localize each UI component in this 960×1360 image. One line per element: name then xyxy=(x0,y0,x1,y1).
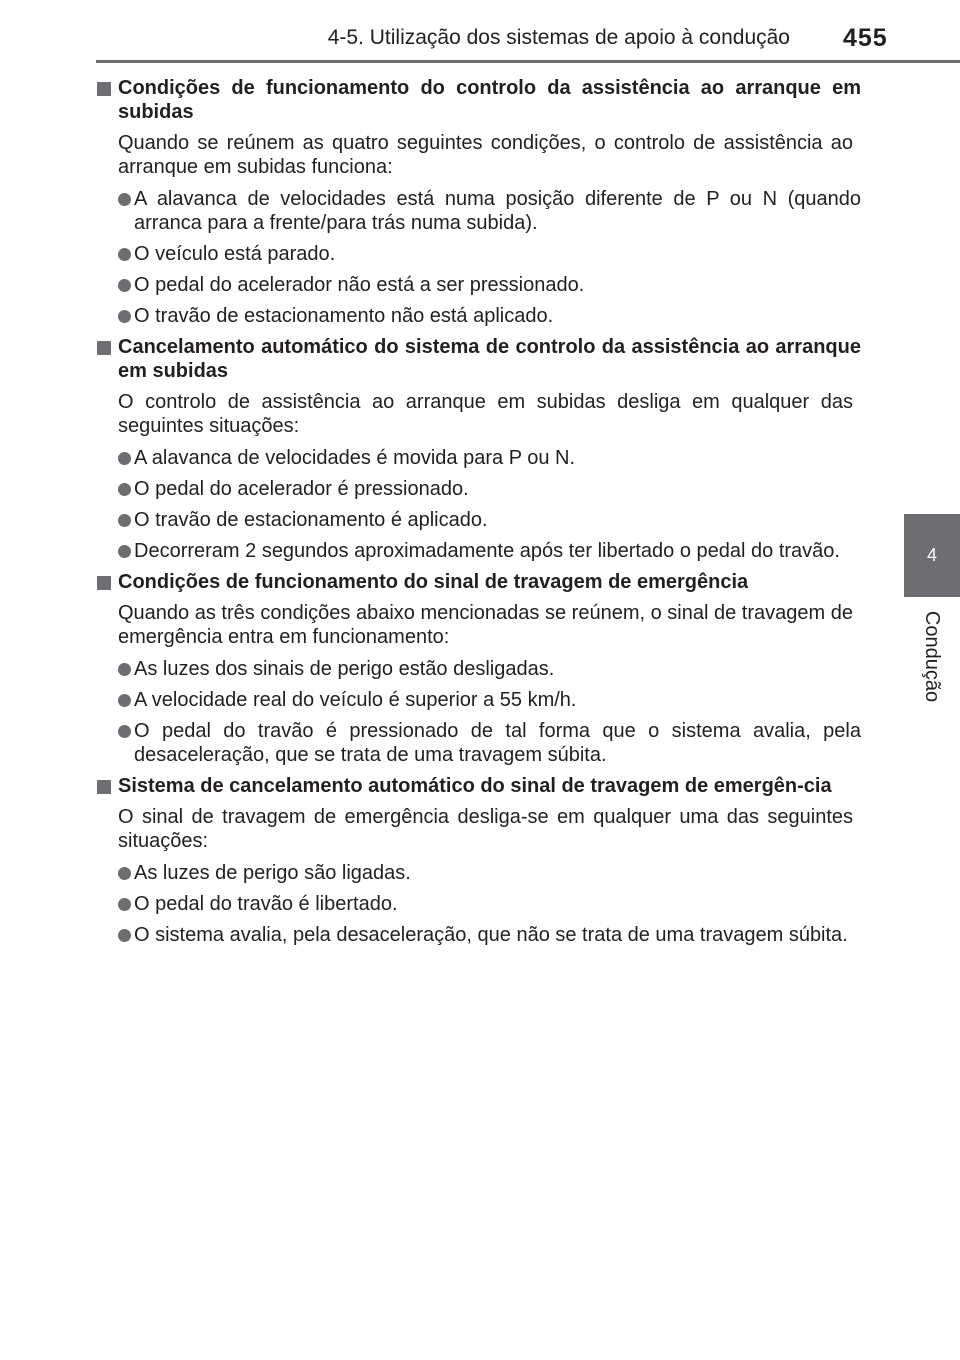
section-heading-text: Condições de funcionamento do controlo da assistência ao arranque em subidas xyxy=(118,77,861,123)
list-item xyxy=(96,187,861,235)
round-bullet-icon xyxy=(118,279,131,292)
round-bullet-icon xyxy=(118,725,131,738)
square-bullet-icon xyxy=(97,82,111,96)
round-bullet-icon xyxy=(118,663,131,676)
list-item-text: O pedal do acelerador não está a ser pressionado. xyxy=(134,274,585,296)
round-bullet-icon xyxy=(118,545,131,558)
section xyxy=(96,76,861,328)
chapter-label: Condução xyxy=(921,610,944,702)
page-header-title: 4-5. Utilização dos sistemas de apoio à condução xyxy=(327,26,790,49)
round-bullet-icon xyxy=(118,452,131,465)
section-intro: Quando se reúnem as quatro seguintes condições, o controlo de assistência ao arranque em subidas funciona: xyxy=(118,132,853,178)
list-item-text: As luzes de perigo são ligadas. xyxy=(134,862,411,884)
square-bullet-icon xyxy=(97,780,111,794)
square-bullet-icon xyxy=(97,341,111,355)
section xyxy=(96,570,861,767)
chapter-number: 4 xyxy=(926,545,937,565)
list-item-text: A alavanca de velocidades é movida para P ou N. xyxy=(134,447,576,469)
list-item xyxy=(96,892,861,916)
list-item-text: As luzes dos sinais de perigo estão desligadas. xyxy=(134,658,555,680)
list-item-text: Decorreram 2 segundos aproximadamente após ter libertado o pedal do travão. xyxy=(134,540,840,562)
list-item xyxy=(96,242,861,266)
page-number: 455 xyxy=(843,24,888,52)
section-heading xyxy=(96,335,861,383)
list-item-text: O sistema avalia, pela desaceleração, que não se trata de uma travagem súbita. xyxy=(134,924,848,946)
section-intro: O controlo de assistência ao arranque em subidas desliga em qualquer das seguintes situações: xyxy=(118,391,853,437)
list-item-text: O veículo está parado. xyxy=(134,243,336,265)
list-item xyxy=(96,688,861,712)
list-item-text: O pedal do travão é pressionado de tal forma que o sistema avalia, pela desaceleração, que se trata de uma travagem súbita. xyxy=(134,720,861,766)
round-bullet-icon xyxy=(118,514,131,527)
list-item xyxy=(96,273,861,297)
section-heading-text: Condições de funcionamento do sinal de travagem de emergência xyxy=(118,571,749,593)
list-item xyxy=(96,508,861,532)
round-bullet-icon xyxy=(118,867,131,880)
section-heading xyxy=(96,774,861,798)
round-bullet-icon xyxy=(118,248,131,261)
main-content xyxy=(96,76,861,954)
list-item xyxy=(96,861,861,885)
square-bullet-icon xyxy=(97,576,111,590)
header-rule xyxy=(96,60,960,63)
section-heading-text: Sistema de cancelamento automático do sinal de travagem de emergên-cia xyxy=(118,775,832,797)
section-intro: Quando as três condições abaixo mencionadas se reúnem, o sinal de travagem de emergência entra em funcionamento: xyxy=(118,602,853,648)
list-item xyxy=(96,719,861,767)
section-intro: O sinal de travagem de emergência desliga-se em qualquer uma das seguintes situações: xyxy=(118,806,853,852)
round-bullet-icon xyxy=(118,310,131,323)
chapter-label-wrap xyxy=(904,602,960,710)
section xyxy=(96,335,861,563)
chapter-tab xyxy=(904,514,960,597)
list-item-text: O pedal do acelerador é pressionado. xyxy=(134,478,469,500)
list-item xyxy=(96,446,861,470)
list-item-text: O pedal do travão é libertado. xyxy=(134,893,398,915)
section-heading-text: Cancelamento automático do sistema de controlo da assistência ao arranque em subidas xyxy=(118,336,861,382)
list-item-text: O travão de estacionamento não está aplicado. xyxy=(134,305,554,327)
list-item xyxy=(96,477,861,501)
round-bullet-icon xyxy=(118,483,131,496)
list-item xyxy=(96,539,861,563)
section-heading xyxy=(96,570,861,594)
list-item-text: O travão de estacionamento é aplicado. xyxy=(134,509,488,531)
list-item-text: A alavanca de velocidades está numa posição diferente de P ou N (quando arranca para a frente/para trás numa subida). xyxy=(134,188,861,234)
round-bullet-icon xyxy=(118,898,131,911)
list-item xyxy=(96,304,861,328)
list-item xyxy=(96,657,861,681)
section xyxy=(96,774,861,947)
list-item-text: A velocidade real do veículo é superior a 55 km/h. xyxy=(134,689,577,711)
round-bullet-icon xyxy=(118,193,131,206)
list-item xyxy=(96,923,861,947)
section-heading xyxy=(96,76,861,124)
round-bullet-icon xyxy=(118,929,131,942)
round-bullet-icon xyxy=(118,694,131,707)
